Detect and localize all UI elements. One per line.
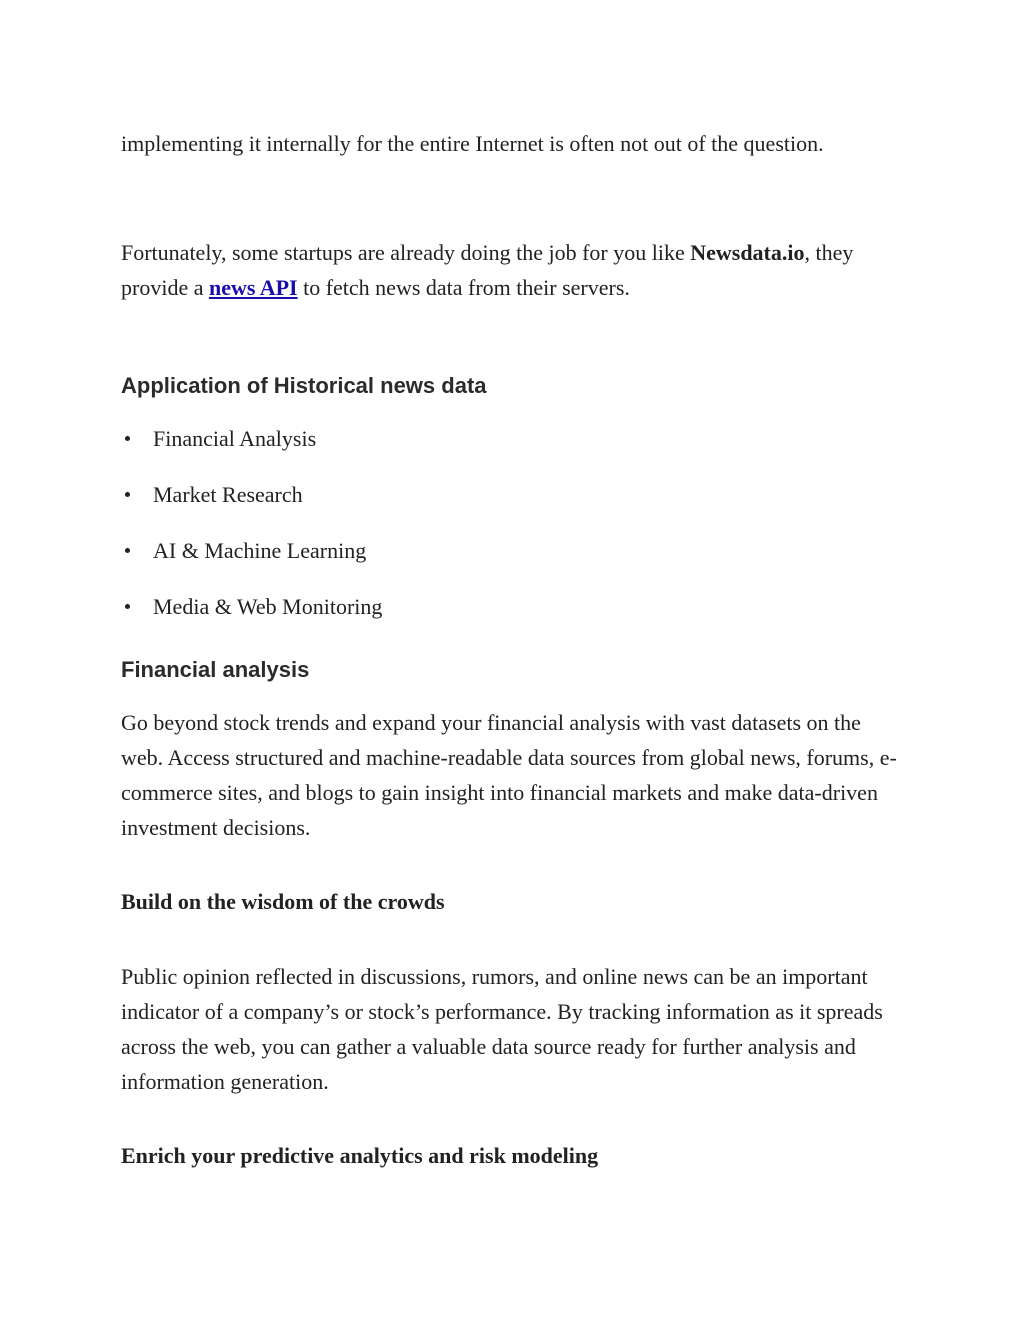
financial-paragraph: Go beyond stock trends and expand your financial analysis with vast datasets on the web. Access structured and machine-readable data sources from global news, forums, e-commerce sites, and blogs to gain insight into financial markets and make data-driven investment decisions. [121, 710, 897, 840]
applications-heading: Application of Historical news data [121, 373, 487, 398]
intro-text-after: to fetch news data from their servers. [297, 275, 630, 300]
subheading-predictive-analytics: Enrich your predictive analytics and risk modeling [121, 1143, 599, 1168]
list-item-label: Media & Web Monitoring [153, 594, 383, 619]
bullet-icon [125, 548, 130, 553]
list-item [121, 533, 881, 589]
bullet-icon [125, 604, 130, 609]
intro-paragraph-1: implementing it internally for the entire Internet is often not out of the question. [121, 131, 824, 156]
public-opinion-paragraph: Public opinion reflected in discussions, rumors, and online news can be an important indicator of a company’s or stock’s performance. By tracking information as it spreads across the web, you can gather a valuable data source ready for further analysis and information generation. [121, 964, 883, 1094]
applications-list [121, 421, 881, 645]
financial-heading: Financial analysis [121, 657, 310, 682]
subheading-wisdom-of-crowds: Build on the wisdom of the crowds [121, 889, 445, 914]
bullet-icon [125, 436, 130, 441]
intro-text-middle: , they provide a [121, 240, 854, 300]
intro-paragraph-2 [121, 235, 881, 305]
bullet-icon [125, 492, 130, 497]
list-item-label: AI & Machine Learning [153, 538, 367, 563]
list-item-label: Market Research [153, 482, 303, 507]
list-item [121, 589, 881, 645]
list-item [121, 421, 881, 477]
news-api-link[interactable]: news API [208, 275, 298, 300]
list-item [121, 477, 881, 533]
intro-text-before: Fortunately, some startups are already doing the job for you like [121, 240, 691, 265]
brand-name: Newsdata.io [690, 240, 805, 265]
list-item-label: Financial Analysis [153, 426, 317, 451]
